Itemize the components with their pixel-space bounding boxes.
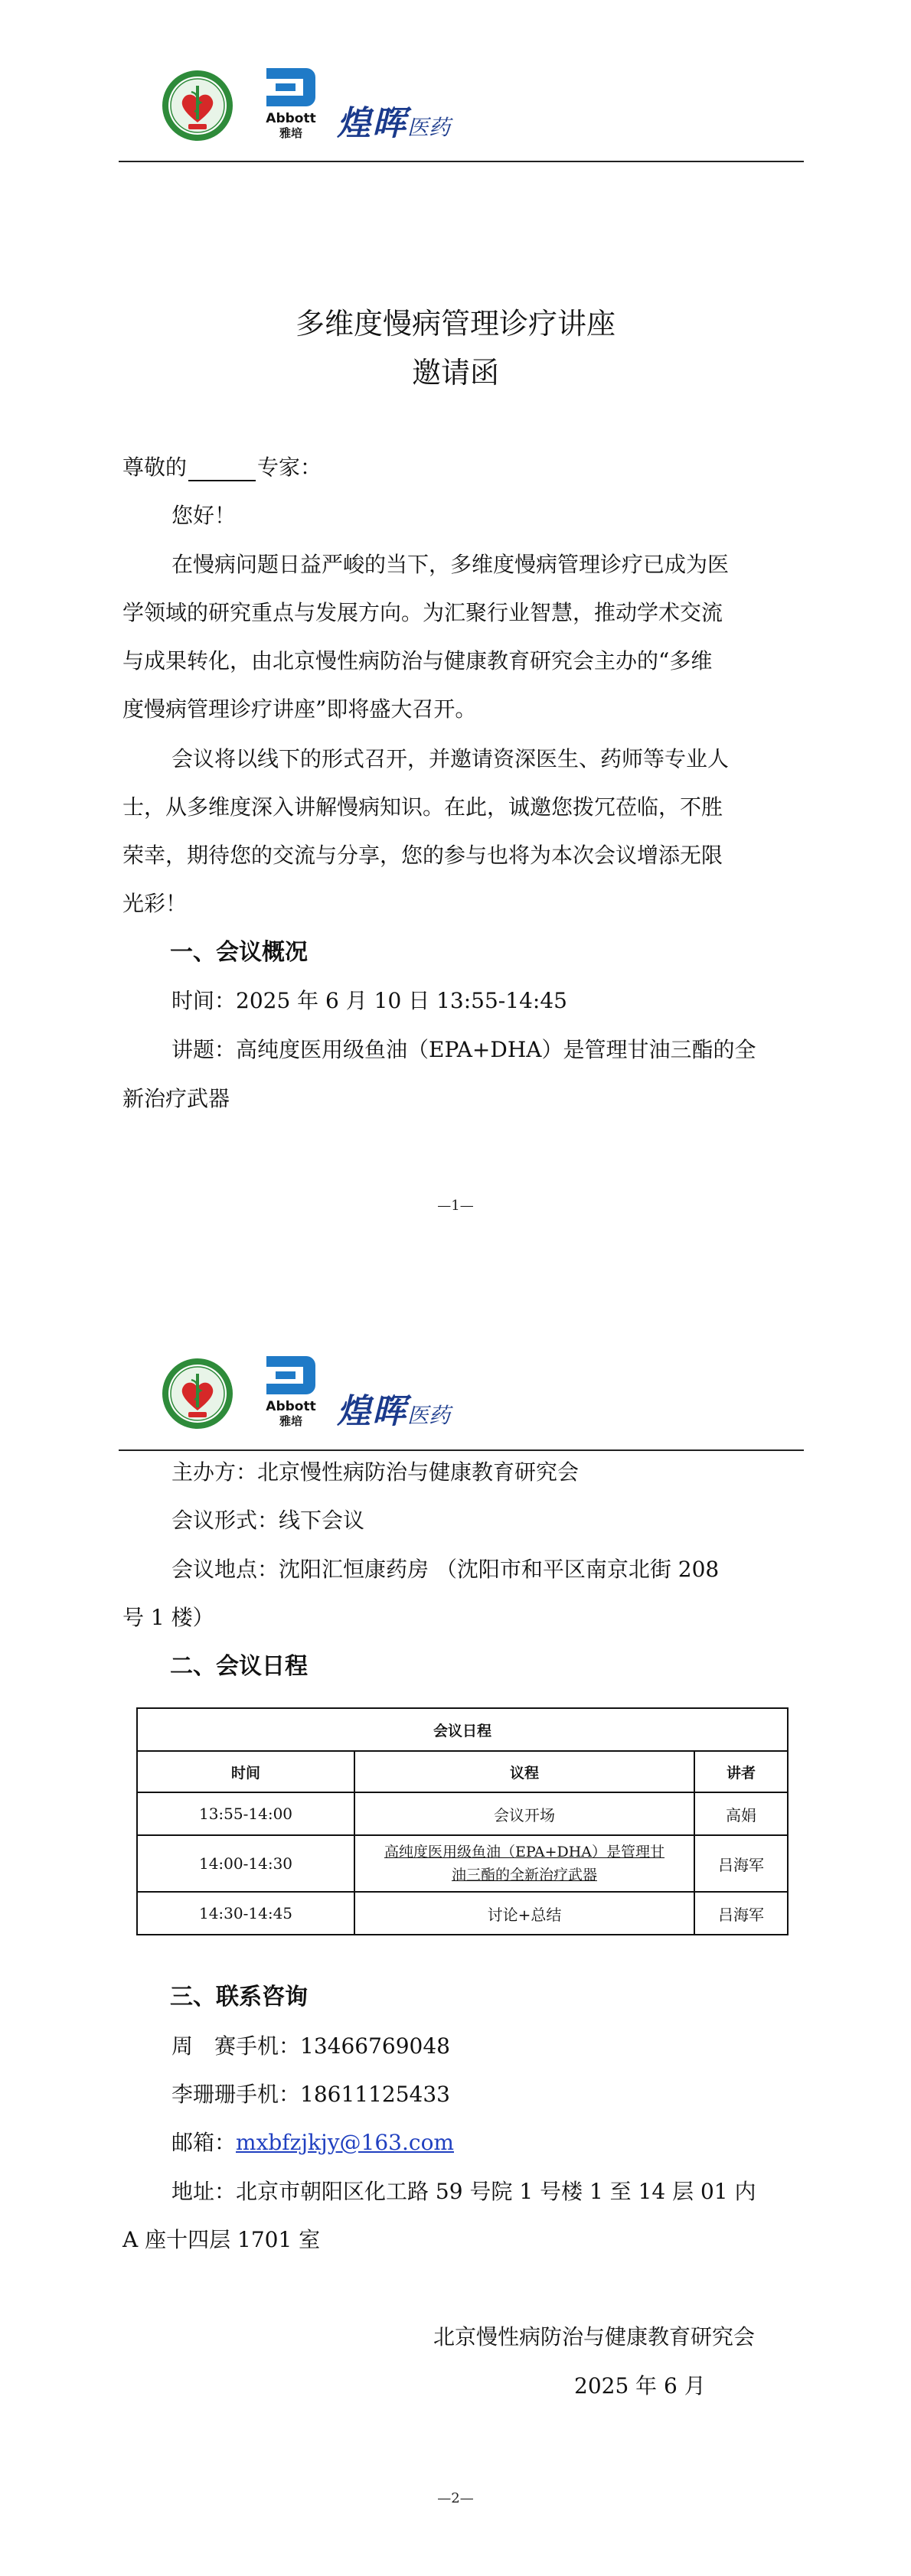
contact-phone: 周 赛手机：13466769048 <box>171 2033 450 2059</box>
abbott-mark-icon <box>262 65 320 109</box>
huanghui-brand-logo <box>337 1384 450 1430</box>
table-row <box>137 1792 788 1835</box>
schedule-caption-row <box>137 1708 788 1751</box>
section-heading-overview: 一、会议概况 <box>170 939 308 966</box>
letterhead <box>119 65 804 161</box>
name-blank <box>188 458 256 481</box>
col-header-time: 时间 <box>137 1751 354 1792</box>
cell-speaker: 高娟 <box>694 1792 788 1835</box>
salutation-post: 专家： <box>257 455 322 480</box>
schedule-header-row <box>137 1751 788 1792</box>
contact-address-cont: A 座十四层 1701 室 <box>122 2227 321 2252</box>
email-link[interactable]: mxbfzjkjy@163.com <box>236 2130 454 2155</box>
cell-speaker: 吕海军 <box>694 1835 788 1892</box>
para1-line: 在慢病问题日益严峻的当下，多维度慢病管理诊疗已成为医 <box>171 552 730 577</box>
contact-phone: 李珊珊手机：18611125433 <box>171 2082 450 2107</box>
page-2 <box>0 1288 911 2576</box>
abbott-name-cn: 雅培 <box>279 126 302 140</box>
header-rule <box>119 161 804 162</box>
salutation <box>122 454 322 481</box>
brand-med: 医药 <box>407 1403 451 1428</box>
abbott-mark-icon <box>262 1353 320 1397</box>
contact-address: 地址：北京市朝阳区化工路 59 号院 1 号楼 1 至 14 层 01 内 <box>171 2179 756 2204</box>
abbott-name-en: Abbott <box>266 1399 316 1414</box>
brand-script: 煌晖 <box>337 104 407 143</box>
para2-line: 荣幸，期待您的交流与分享，您的参与也将为本次会议增添无限 <box>122 843 723 868</box>
meeting-venue-cont: 号 1 楼） <box>122 1605 214 1630</box>
table-row <box>137 1835 788 1892</box>
cell-agenda-line: 高纯度医用级鱼油（EPA+DHA）是管理甘 <box>384 1844 665 1860</box>
doc-title: 多维度慢病管理诊疗讲座 <box>295 307 615 341</box>
signature-org: 北京慢性病防治与健康教育研究会 <box>433 2324 756 2349</box>
section-heading-contact: 三、联系咨询 <box>170 1984 308 2010</box>
para2-line: 会议将以线下的形式召开，并邀请资深医生、药师等专业人 <box>171 746 730 771</box>
abbott-name-cn: 雅培 <box>279 1414 302 1428</box>
table-row <box>137 1892 788 1935</box>
contact-email <box>171 2129 454 2157</box>
salutation-pre: 尊敬的 <box>122 455 188 480</box>
meeting-venue: 会议地点：沈阳汇恒康药房 （沈阳市和平区南京北街 208 <box>171 1557 720 1582</box>
col-header-agenda: 议程 <box>354 1751 694 1792</box>
cell-time: 14:00-14:30 <box>137 1835 354 1892</box>
meeting-format: 会议形式：线下会议 <box>171 1508 365 1533</box>
abbott-logo <box>256 65 325 145</box>
cell-agenda-line: 油三酯的全新治疗武器 <box>451 1867 597 1883</box>
header-rule <box>119 1449 804 1451</box>
page-number: —2— <box>437 2490 474 2506</box>
meeting-topic: 讲题：高纯度医用级鱼油（EPA+DHA）是管理甘油三酯的全 <box>171 1037 756 1062</box>
cell-speaker: 吕海军 <box>694 1892 788 1935</box>
meeting-time: 时间：2025 年 6 月 10 日 13:55-14:45 <box>171 988 567 1013</box>
cell-agenda: 讨论+总结 <box>354 1892 694 1935</box>
para1-line: 度慢病管理诊疗讲座”即将盛大召开。 <box>122 696 477 722</box>
meeting-topic-cont: 新治疗武器 <box>122 1086 230 1111</box>
brand-script: 煌晖 <box>337 1392 407 1431</box>
brand-med: 医药 <box>407 115 451 140</box>
association-seal-icon <box>161 1357 234 1430</box>
organizer: 主办方：北京慢性病防治与健康教育研究会 <box>171 1459 580 1485</box>
section-heading-schedule: 二、会议日程 <box>170 1653 308 1680</box>
para2-line: 光彩！ <box>122 891 188 916</box>
para1-line: 与成果转化，由北京慢性病防治与健康教育研究会主办的“多维 <box>122 648 713 673</box>
para2-line: 士，从多维度深入讲解慢病知识。在此，诚邀您拨冗莅临，不胜 <box>122 794 723 820</box>
huanghui-brand-logo <box>337 96 450 142</box>
page-number: —1— <box>437 1198 474 1214</box>
abbott-logo <box>256 1353 325 1433</box>
para1-line: 学领域的研究重点与发展方向。为汇聚行业智慧，推动学术交流 <box>122 600 723 625</box>
cell-time: 13:55-14:00 <box>137 1792 354 1835</box>
cell-agenda <box>354 1835 694 1892</box>
cell-agenda: 会议开场 <box>354 1792 694 1835</box>
col-header-speaker: 讲者 <box>694 1751 788 1792</box>
email-label: 邮箱： <box>171 2130 237 2155</box>
schedule-caption: 会议日程 <box>137 1708 788 1751</box>
doc-subtitle: 邀请函 <box>411 356 499 390</box>
cell-time: 14:30-14:45 <box>137 1892 354 1935</box>
abbott-name-en: Abbott <box>266 111 316 126</box>
letterhead <box>119 1353 804 1449</box>
association-seal-icon <box>161 69 234 142</box>
schedule-table <box>136 1707 789 1935</box>
signature-date: 2025 年 6 月 <box>574 2373 706 2398</box>
greeting: 您好！ <box>171 503 237 528</box>
